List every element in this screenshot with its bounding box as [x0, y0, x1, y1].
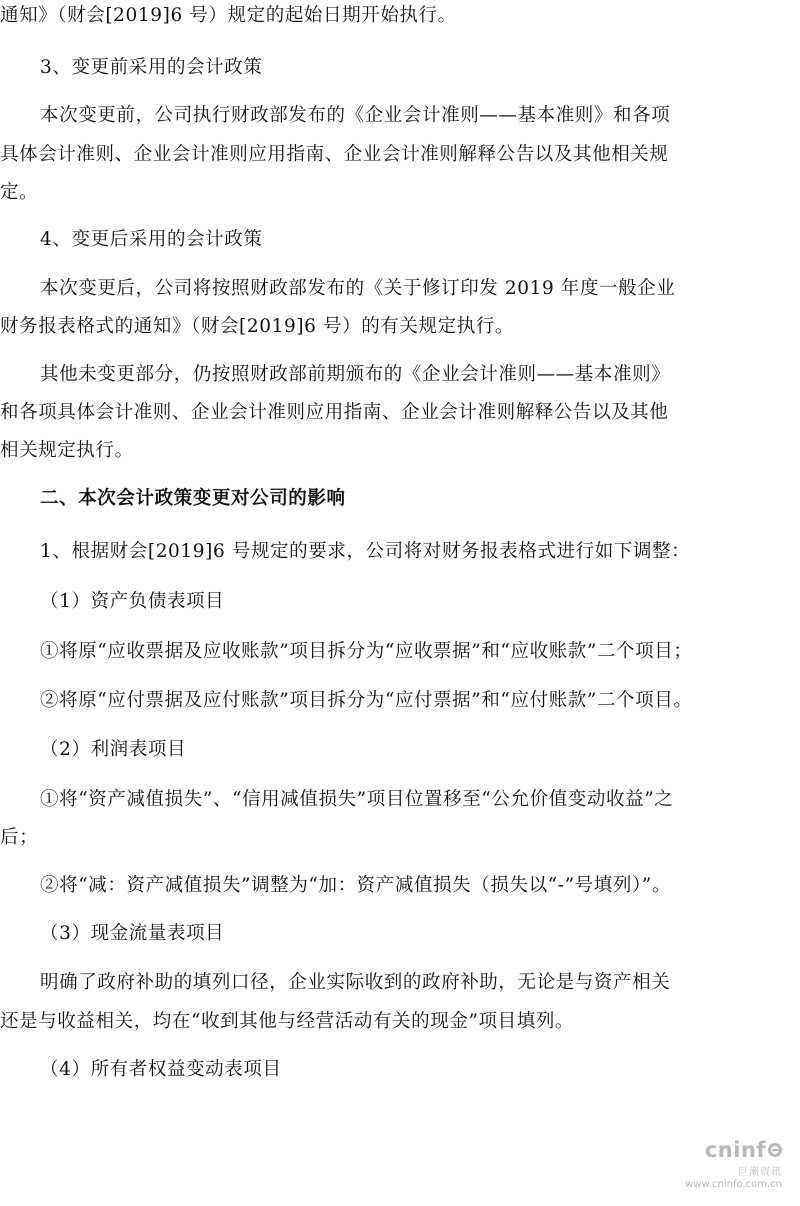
- cninfo-logo: [705, 1138, 782, 1162]
- text-line: 本次变更前，公司执行财政部发布的《企业会计准则——基本准则》和各项: [40, 105, 671, 126]
- text-line: 明确了政府补助的填列口径，企业实际收到的政府补助，无论是与资产相关: [40, 972, 671, 993]
- text-line: 和各项具体会计准则、企业会计准则应用指南、企业会计准则解释公告以及其他: [0, 402, 669, 423]
- text-line: 通知》（财会[2019]6 号）规定的起始日期开始执行。: [0, 5, 457, 26]
- text-line: 本次变更后，公司将按照财政部发布的《关于修订印发 2019 年度一般企业: [40, 278, 676, 299]
- cninfo-url-text: www.cninfo.com.cn: [685, 1179, 782, 1190]
- text-line: （1）资产负债表项目: [40, 591, 225, 612]
- text-line: ①将“资产减值损失”、“信用减值损失”项目位置移至“公允价值变动收益”之: [40, 789, 674, 810]
- text-line: 其他未变更部分，仍按照财政部前期颁布的《企业会计准则——基本准则》: [40, 364, 671, 385]
- cninfo-logo-icon: [768, 1143, 782, 1157]
- text-line: 定。: [0, 182, 39, 203]
- text-line: （3）现金流量表项目: [40, 923, 225, 944]
- cninfo-logo-text: cninf: [704, 1138, 766, 1162]
- text-line: （4）所有者权益变动表项目: [40, 1059, 282, 1080]
- text-line: 还是与收益相关，均在“收到其他与经营活动有关的现金”项目填列。: [0, 1011, 575, 1032]
- section-heading: 二、本次会计政策变更对公司的影响: [40, 488, 346, 509]
- text-line: ①将原“应收票据及应收账款”项目拆分为“应收票据”和“应收账款”二个项目；: [40, 641, 693, 662]
- text-line: 1、根据财会[2019]6 号规定的要求，公司将对财务报表格式进行如下调整：: [40, 541, 691, 562]
- cninfo-watermark: [662, 1138, 782, 1192]
- text-line: （2）利润表项目: [40, 739, 187, 760]
- text-line: 3、变更前采用的会计政策: [40, 57, 263, 78]
- cninfo-sub-text: 巨潮资讯: [738, 1167, 782, 1178]
- text-line: 具体会计准则、企业会计准则应用指南、企业会计准则解释公告以及其他相关规: [0, 144, 669, 165]
- text-line: ②将“减：资产减值损失”调整为“加：资产减值损失（损失以“-”号填列）”。: [40, 875, 671, 896]
- text-line: 后；: [0, 827, 39, 848]
- text-line: ②将原“应付票据及应付账款”项目拆分为“应付票据”和“应付账款”二个项目。: [40, 690, 693, 711]
- text-line: 4、变更后采用的会计政策: [40, 229, 263, 250]
- text-line: 财务报表格式的通知》（财会[2019]6 号）的有关规定执行。: [0, 316, 515, 337]
- text-line: 相关规定执行。: [0, 440, 134, 461]
